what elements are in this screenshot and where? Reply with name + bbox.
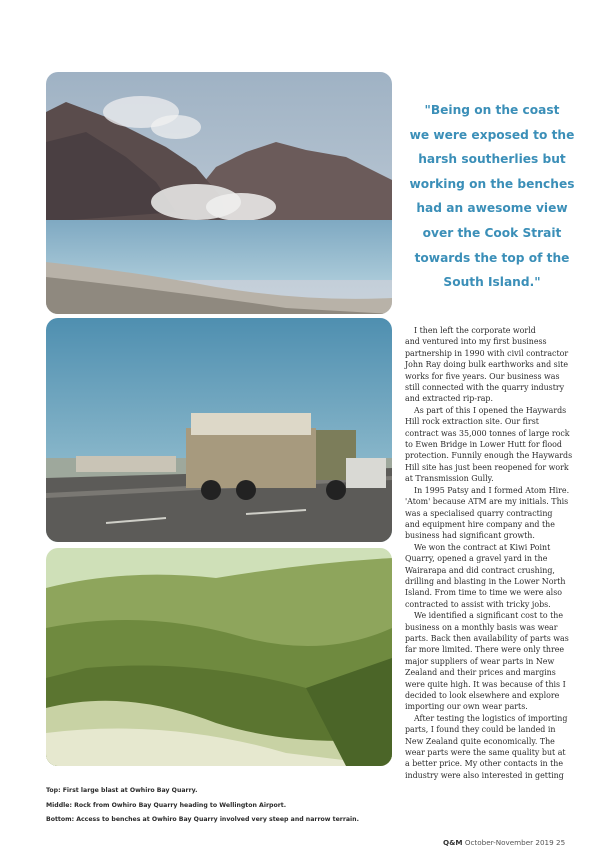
body-text-line: and ventured into my first business [405,337,547,347]
body-text-line: New Zealand quite economically. The [405,736,555,746]
issue-date: October-November 2019 [464,838,554,847]
body-text-line: works for five years. Our business was [405,371,560,381]
body-text-line: parts. Back then availability of parts was [405,633,569,643]
body-text-line: Island. From time to time we were also [405,588,563,598]
pull-quote [402,98,582,295]
body-text-line: As part of this I opened the Haywards [414,405,567,415]
body-text-line: at Transmission Gully. [405,474,494,484]
body-text-line: drilling and blasting in the Lower North [405,576,566,586]
body-text-line: 'Atom' because ATM are my initials. This [405,497,569,507]
body-text-line: business on a monthly basis was wear [405,622,558,632]
body-text-line: industry were also interested in getting [405,770,564,780]
body-text-line: were quite high. It was because of this I [405,679,566,689]
magazine-brand: Q&M [443,838,463,847]
body-text-line: still connected with the quarry industry [405,383,565,393]
body-text-line: Quarry, opened a gravel yard in the [405,554,548,564]
caption-middle: Middle: Rock from Owhiro Bay Quarry heading to Wellington Airport. [46,801,287,809]
body-text-line: In 1995 Patsy and I formed Atom Hire. [414,485,570,495]
body-text-line: importing our own wear parts. [405,702,528,712]
body-text-line: and extracted rip-rap. [405,394,493,404]
body-text-line: After testing the logistics of importing [414,713,568,723]
body-text-line: parts, I found they could be landed in [405,725,556,735]
body-text-line: a better price. My other contacts in the [405,759,563,769]
body-text-line: decided to look elsewhere and explore [405,691,560,700]
body-text-column [405,325,593,781]
photo-quarry-blast [46,72,392,314]
body-text-line: contract was 35,000 tonnes of large rock [405,428,570,438]
photo-rock-truck [46,318,392,542]
body-text-line: contracted to assist with tricky jobs. [405,599,551,609]
body-text-line: protection. Funnily enough the Haywards [405,451,573,461]
body-text-line: I then left the corporate world [414,326,536,335]
pull-quote-line: towards the top of the [414,250,570,265]
pull-quote-line: we were exposed to the [409,127,575,142]
body-text-line: to Ewen Bridge in Lower Hutt for flood [405,440,562,450]
page-number: 25 [556,838,566,847]
body-text-line: Wairarapa and did contract crushing, [405,565,555,575]
body-text-line: Hill rock extraction site. Our first [405,417,539,427]
body-text-line: partnership in 1990 with civil contractor [405,348,569,358]
body-text-line: business had significant growth. [405,531,535,541]
pull-quote-line: South Island." [443,275,541,290]
photo-bench-access [46,548,392,766]
pull-quote-line: had an awesome view [416,201,568,216]
body-text-line: We won the contract at Kiwi Point [414,542,551,552]
page-footer [443,838,565,847]
caption-bottom: Bottom: Access to benches at Owhiro Bay Quarry involved very steep and narrow terrain. [46,816,359,823]
pull-quote-line: harsh southerlies but [418,152,566,167]
body-text-line: major suppliers of wear parts in New [405,656,555,666]
photo-captions [46,784,392,828]
body-text-line: and equipment hire company and the [405,519,555,529]
body-text-line: We identified a significant cost to the [414,611,563,621]
pull-quote-line: working on the benches [409,176,575,191]
body-text-line: Hill site has just been reopened for work [405,462,569,472]
pull-quote-line: over the Cook Strait [422,225,562,240]
body-text-line: Zealand and their prices and margins [405,668,556,678]
pull-quote-line: "Being on the coast [424,103,560,117]
body-text-line: John Ray doing bulk earthworks and site [405,360,569,370]
body-text-line: was a specialised quarry contracting [405,508,553,518]
caption-top: Top: First large blast at Owhiro Bay Quarry. [46,787,198,794]
body-text-line: wear parts were the same quality but at [405,748,566,758]
body-text-line: far more limited. There were only three [405,645,565,655]
